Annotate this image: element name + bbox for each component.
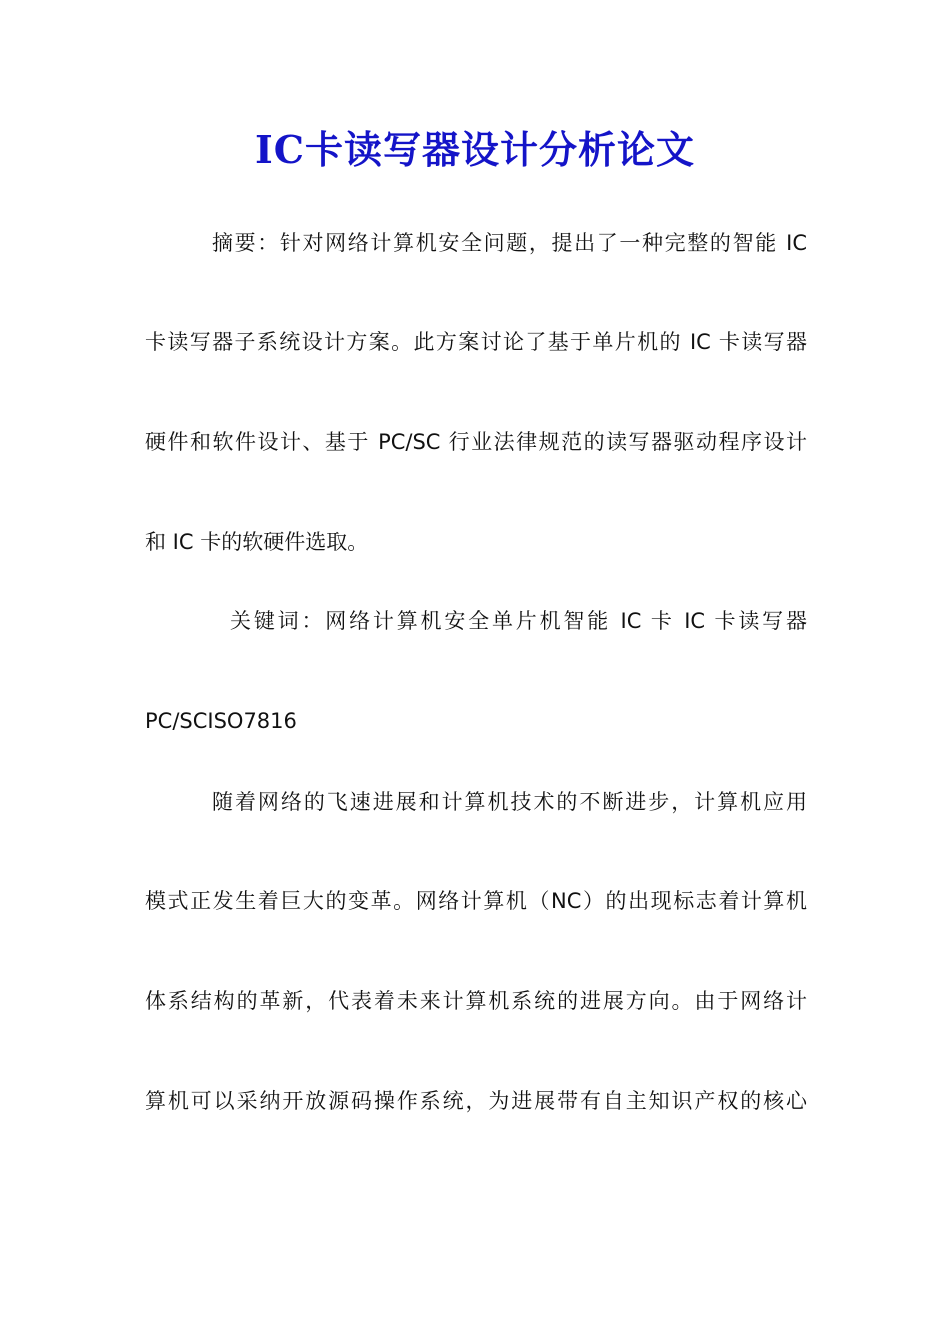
document-title: IC卡读写器设计分析论文 [254, 127, 696, 172]
body-line-3: 体系结构的革新，代表着未来计算机系统的进展方向。由于网络计 [145, 989, 807, 1013]
abstract-line-4: 和 IC 卡的软硬件选取。 [145, 530, 369, 554]
keywords-line-2: PC/SCISO7816 [145, 709, 297, 733]
body-line-1: 随着网络的飞速进展和计算机技术的不断进步，计算机应用 [212, 790, 807, 814]
abstract-line-1: 摘要：针对网络计算机安全问题，提出了一种完整的智能 IC [212, 231, 807, 255]
abstract-line-3: 硬件和软件设计、基于 PC/SC 行业法律规范的读写器驱动程序设计 [145, 430, 807, 454]
body-line-2: 模式正发生着巨大的变革。网络计算机（NC）的出现标志着计算机 [145, 889, 807, 913]
body-line-4: 算机可以采纳开放源码操作系统，为进展带有自主知识产权的核心 [145, 1089, 807, 1113]
keywords-line-1: 关键词：网络计算机安全单片机智能 IC 卡 IC 卡读写器 [230, 609, 807, 633]
abstract-line-2: 卡读写器子系统设计方案。此方案讨论了基于单片机的 IC 卡读写器 [145, 330, 807, 354]
